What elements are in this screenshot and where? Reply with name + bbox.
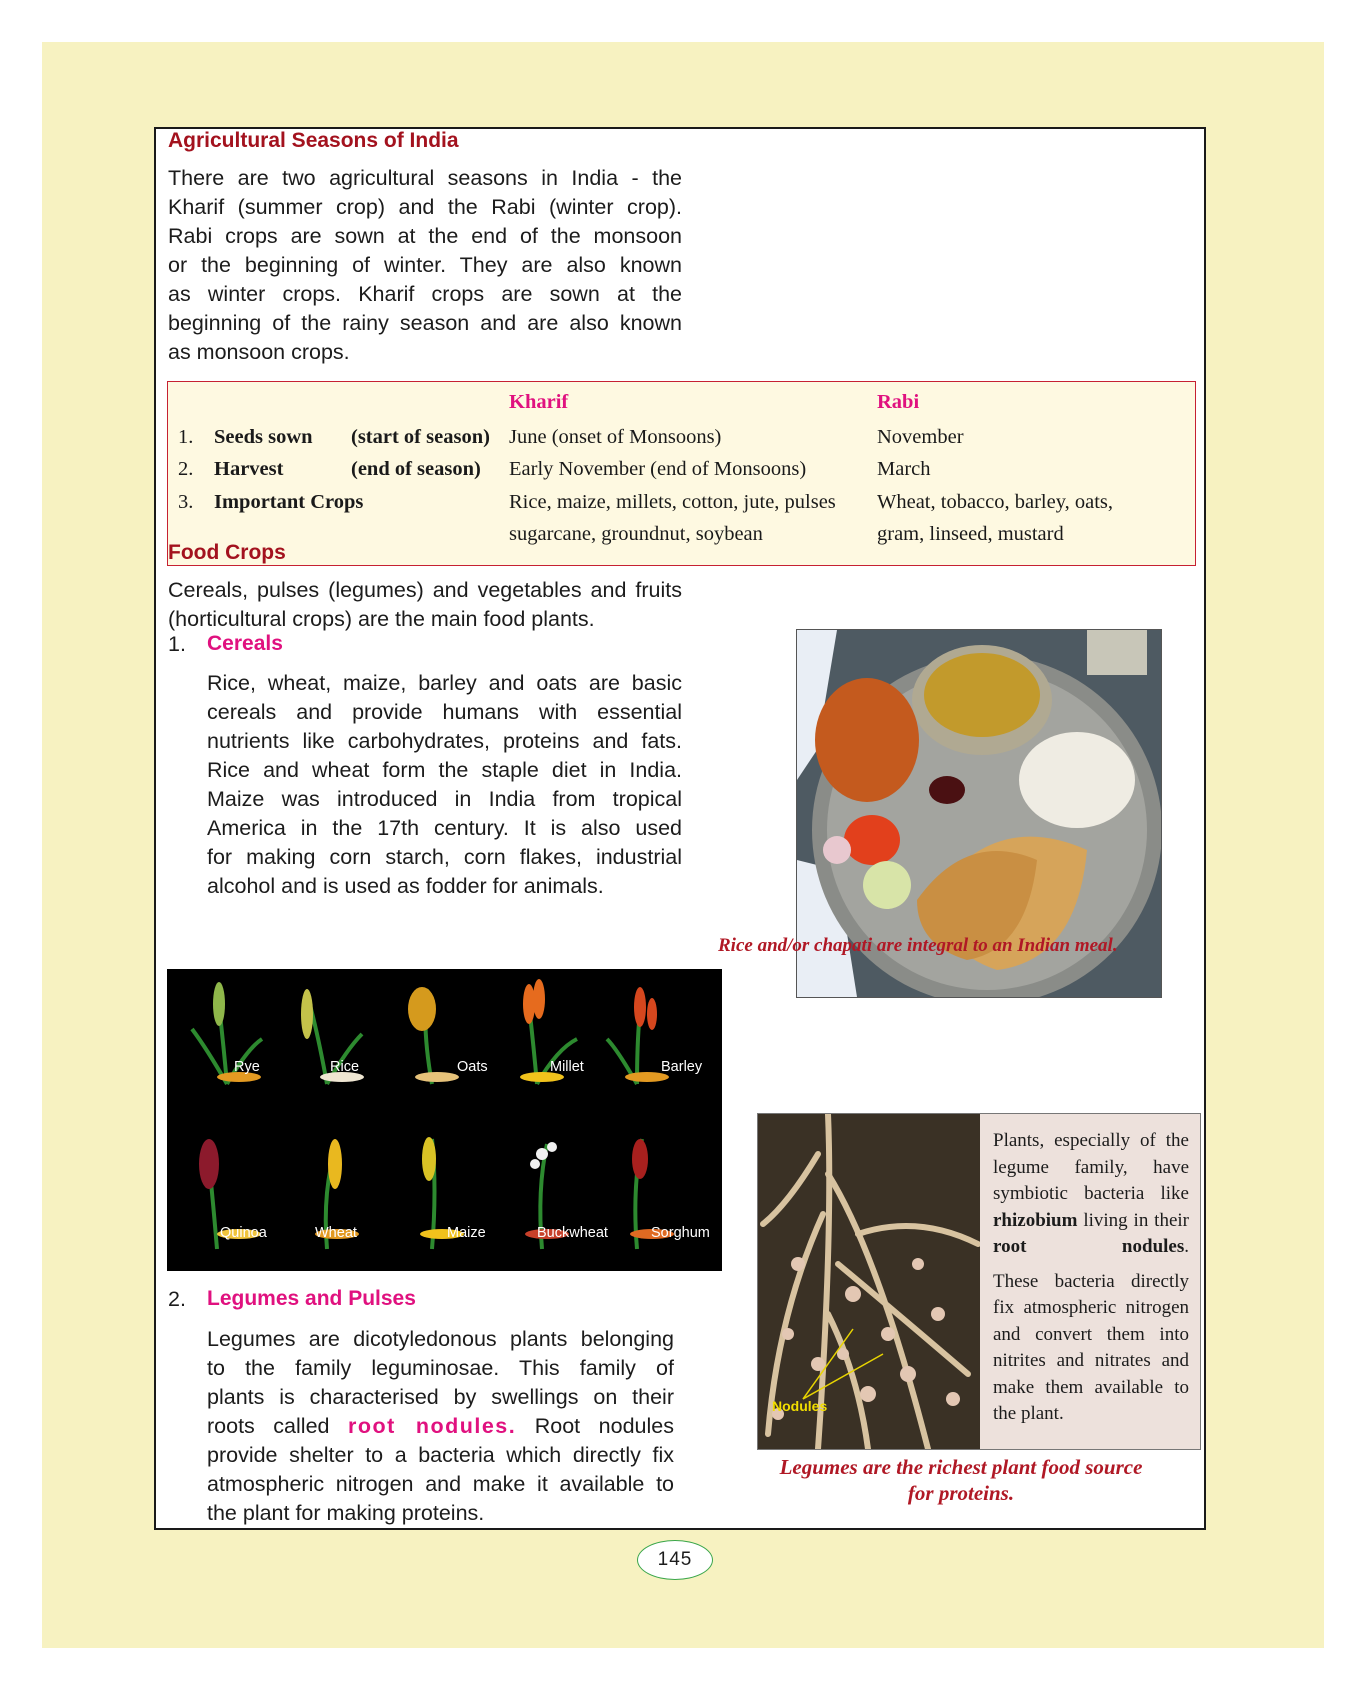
nodules-label: Nodules <box>772 1398 828 1414</box>
row-number: 2. <box>178 458 194 480</box>
text-line: as winter crops. Kharif crops are sown at the <box>168 282 682 306</box>
crop-label: Oats <box>457 1059 488 1075</box>
legumes-paragraph <box>207 1325 674 1528</box>
kharif-cell: Early November (end of Monsoons) <box>509 458 807 480</box>
text-line: the plant for making proteins. <box>207 1501 485 1525</box>
section-title-seasons: Agricultural Seasons of India <box>168 129 459 152</box>
text-line: cereals and provide humans with essential <box>207 700 682 724</box>
row-label: Seeds sown <box>214 426 313 448</box>
row-number: 1. <box>178 426 194 448</box>
root-nodules-box <box>757 1113 1201 1450</box>
row-label: Harvest <box>214 458 284 480</box>
text-line: Rice, wheat, maize, barley and oats are basic <box>207 671 682 695</box>
text-line: beginning of the rainy season and are also known <box>168 311 682 335</box>
rabi-header: Rabi <box>877 391 920 413</box>
kharif-cell-cont: sugarcane, groundnut, soybean <box>509 523 763 545</box>
text-line: alcohol and is used as fodder for animals. <box>207 874 604 898</box>
page-number: 145 <box>637 1540 713 1580</box>
text-line: to the family leguminosae. This family of <box>207 1356 674 1380</box>
season-table <box>167 381 1196 566</box>
text-fragment: Root nodules <box>534 1414 674 1438</box>
row-note: (end of season) <box>351 458 481 480</box>
content-frame <box>154 127 1206 1530</box>
text-line: Cereals, pulses (legumes) and vegetables and fruits <box>168 578 682 602</box>
crop-label: Barley <box>661 1059 703 1075</box>
text-line: provide shelter to a bacteria which directly fix <box>207 1443 674 1467</box>
text-line: nutrients like carbohydrates, proteins and fats. <box>207 729 682 753</box>
legumes-title: Legumes and Pulses <box>207 1287 416 1310</box>
text-line: or the beginning of winter. They are also known <box>168 253 682 277</box>
rabi-cell-cont: gram, linseed, mustard <box>877 523 1064 545</box>
nodule-description <box>993 1128 1189 1428</box>
text-line: for making corn starch, corn flakes, industrial <box>207 845 682 869</box>
text-line: Maize was introduced in India from tropical <box>207 787 682 811</box>
kharif-cell: June (onset of Monsoons) <box>509 426 722 448</box>
row-number: 3. <box>178 491 194 513</box>
rabi-cell: March <box>877 458 931 480</box>
cereals-paragraph <box>207 669 682 901</box>
row-label: Important Crops <box>214 491 364 513</box>
rhizobium-term: rhizobium <box>993 1209 1078 1231</box>
nodule-para-2: These bacteria directly fix atmospheric nitrogen and convert them into nitrites and nitrates and make them available to the plant. <box>993 1270 1189 1424</box>
crop-label: Maize <box>447 1225 486 1241</box>
text-fragment: living in their <box>1083 1209 1190 1231</box>
cereals-title: Cereals <box>207 632 283 655</box>
text-line: atmospheric nitrogen and make it available to <box>207 1472 674 1496</box>
legumes-number: 2. <box>168 1287 186 1311</box>
rabi-cell: November <box>877 426 964 448</box>
meal-caption: Rice and/or chapati are integral to an Indian meal. <box>718 935 1118 956</box>
text-fragment: Plants, especially of the legume family, have symbiotic bacteria like <box>993 1130 1189 1204</box>
seasons-paragraph <box>168 164 682 367</box>
row-note: (start of season) <box>351 426 490 448</box>
legume-caption <box>716 1454 1206 1506</box>
root-nodules-term: root nodules <box>993 1236 1185 1257</box>
text-line: Kharif (summer crop) and the Rabi (winter crop). <box>168 195 682 219</box>
kharif-cell: Rice, maize, millets, cotton, jute, pulses <box>509 491 836 513</box>
text-line: Legumes are dicotyledonous plants belonging <box>207 1327 674 1351</box>
text-line: Rice and wheat form the staple diet in India. <box>207 758 682 782</box>
rabi-cell: Wheat, tobacco, barley, oats, <box>877 491 1114 513</box>
text-line: Rabi crops are sown at the end of the monsoon <box>168 224 682 248</box>
crop-label: Quinoa <box>220 1225 267 1241</box>
crop-label: Sorghum <box>651 1225 710 1241</box>
cereal-crops-illustration <box>167 969 722 1271</box>
text-fragment: roots called <box>207 1414 330 1438</box>
crop-label: Wheat <box>315 1225 357 1241</box>
crop-label: Rice <box>330 1059 360 1075</box>
kharif-header: Kharif <box>509 391 569 413</box>
text-line: America in the 17th century. It is also used <box>207 816 682 840</box>
crop-label: Buckwheat <box>537 1225 608 1241</box>
text-fragment: . <box>1184 1236 1189 1257</box>
caption-line: Legumes are the richest plant food source <box>779 1455 1143 1479</box>
text-line: as monsoon crops. <box>168 340 350 364</box>
caption-line: for proteins. <box>907 1481 1015 1505</box>
text-line: There are two agricultural seasons in India - the <box>168 166 682 190</box>
food-crops-intro <box>168 576 682 634</box>
cereals-number: 1. <box>168 632 186 656</box>
nodule-para-1 <box>993 1128 1189 1261</box>
root-nodules-highlight: root nodules. <box>348 1414 517 1438</box>
text-line: (horticultural crops) are the main food plants. <box>168 607 595 631</box>
text-line <box>207 1412 674 1441</box>
crop-label: Rye <box>234 1059 260 1075</box>
crop-label: Millet <box>550 1059 584 1075</box>
section-title-food-crops: Food Crops <box>168 541 286 564</box>
text-line: plants is characterised by swellings on their <box>207 1385 674 1409</box>
root-nodules-photo <box>758 1114 980 1449</box>
